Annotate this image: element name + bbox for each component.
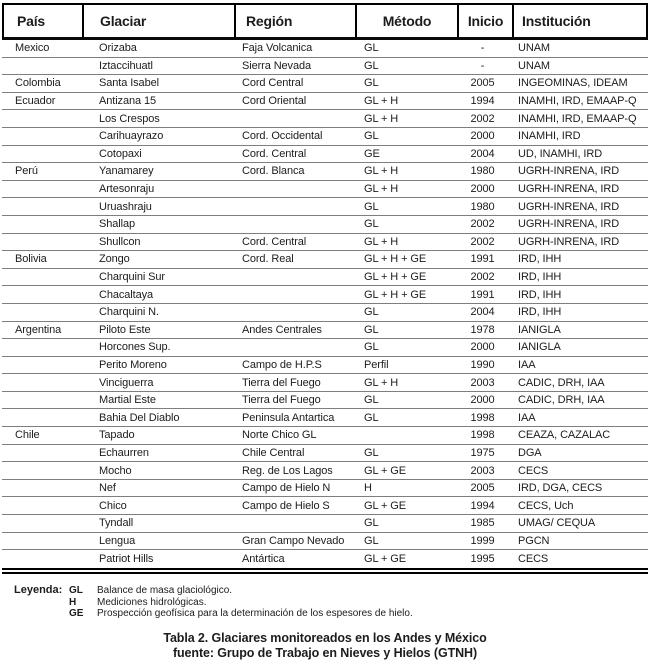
cell-region: Cord Oriental [242, 95, 307, 108]
cell-metodo: GL [364, 306, 379, 319]
table-body [2, 40, 648, 574]
cell-glaciar: Artesonraju [99, 183, 155, 196]
cell-inicio: 1990 [470, 358, 495, 371]
cell-metodo: GL [364, 534, 379, 547]
cell-institucion: UGRH-INRENA, IRD [518, 218, 620, 231]
cell-institucion: IANIGLA [518, 341, 561, 354]
legend-items [69, 585, 413, 620]
cell-institucion: IRD, DGA, CECS [518, 482, 603, 495]
cell-glaciar: Charquini Sur [99, 271, 165, 284]
cell-glaciar: Orizaba [99, 42, 137, 55]
table-row [2, 409, 648, 427]
cell-institucion: CECS, Uch [518, 499, 574, 512]
cell-metodo: GL + H [364, 183, 399, 196]
cell-region: Cord. Occidental [242, 130, 323, 143]
cell-region: Campo de Hielo S [242, 499, 330, 512]
cell-glaciar: Piloto Este [99, 323, 151, 336]
cell-region: Faja Volcanica [242, 42, 313, 55]
header-metodo: Método [355, 5, 457, 37]
cell-institucion: DGA [518, 446, 542, 459]
table-row [2, 480, 648, 498]
cell-institucion: PGCN [518, 534, 550, 547]
cell-inicio: 1980 [470, 165, 495, 178]
cell-pais: Perú [15, 165, 38, 178]
cell-glaciar: Nef [99, 482, 116, 495]
cell-glaciar: Martial Este [99, 394, 156, 407]
caption-source: fuente: Grupo de Trabajo en Nieves y Hielos (GTNH) [172, 645, 478, 660]
cell-glaciar: Tapado [99, 429, 135, 442]
cell-metodo: GL [364, 394, 379, 407]
cell-region: Tierra del Fuego [242, 394, 321, 407]
cell-institucion: UGRH-INRENA, IRD [518, 235, 620, 248]
table-row [2, 216, 648, 234]
cell-glaciar: Perito Moreno [99, 358, 167, 371]
cell-glaciar: Horcones Sup. [99, 341, 171, 354]
cell-institucion: INAMHI, IRD, EMAAP-Q [518, 95, 637, 108]
cell-glaciar: Chacaltaya [99, 288, 154, 301]
table-row [2, 550, 648, 568]
cell-metodo: GL + H [364, 112, 399, 125]
cell-metodo: GL [364, 218, 379, 231]
table-row [2, 40, 648, 58]
cell-region: Antártica [242, 553, 285, 566]
cell-metodo: GL [364, 341, 379, 354]
cell-region: Campo de Hielo N [242, 482, 331, 495]
cell-institucion: INGEOMINAS, IDEAM [518, 77, 628, 90]
cell-metodo: GL + GE [364, 499, 406, 512]
legend [14, 585, 413, 620]
table-row [2, 357, 648, 375]
cell-institucion: INAMHI, IRD [518, 130, 581, 143]
cell-inicio: - [480, 59, 485, 72]
cell-pais: Colombia [15, 77, 61, 90]
table-row [2, 427, 648, 445]
cell-metodo: GL + H + GE [364, 288, 427, 301]
table-row [2, 339, 648, 357]
cell-metodo: GL [364, 411, 379, 424]
cell-metodo: GL + H [364, 95, 399, 108]
cell-institucion: IANIGLA [518, 323, 561, 336]
cell-glaciar: Shullcon [99, 235, 141, 248]
cell-metodo: H [364, 482, 372, 495]
table-row [2, 374, 648, 392]
cell-inicio: 1994 [470, 95, 495, 108]
cell-inicio: 1985 [470, 517, 495, 530]
cell-institucion: CECS [518, 553, 549, 566]
table-row [2, 286, 648, 304]
cell-metodo: GL + H + GE [364, 253, 427, 266]
table-row [2, 269, 648, 287]
cell-glaciar: Mocho [99, 464, 132, 477]
cell-region: Andes Centrales [242, 323, 322, 336]
cell-institucion: CADIC, DRH, IAA [518, 394, 605, 407]
cell-institucion: IAA [518, 358, 536, 371]
table-header-row [2, 3, 648, 40]
table-row [2, 515, 648, 533]
cell-inicio: 2003 [470, 376, 495, 389]
cell-metodo: GL [364, 77, 379, 90]
cell-metodo: GL [364, 130, 379, 143]
cell-metodo: Perfil [364, 358, 389, 371]
cell-inicio: 2002 [470, 218, 495, 231]
cell-region: Sierra Nevada [242, 59, 312, 72]
cell-inicio: 2004 [470, 306, 495, 319]
cell-inicio: 2004 [470, 147, 495, 160]
cell-region: Cord. Central [242, 235, 307, 248]
legend-item [69, 597, 413, 609]
cell-glaciar: Chico [99, 499, 127, 512]
cell-region: Peninsula Antartica [242, 411, 335, 424]
header-pais: País [17, 13, 45, 29]
cell-metodo: GL [364, 517, 379, 530]
cell-glaciar: Zongo [99, 253, 130, 266]
header-region: Región [234, 5, 355, 37]
table-row [2, 392, 648, 410]
cell-glaciar: Los Crespos [99, 112, 160, 125]
legend-key: H [69, 596, 77, 608]
cell-glaciar: Antizana 15 [99, 95, 156, 108]
cell-institucion: UGRH-INRENA, IRD [518, 200, 620, 213]
cell-region: Cord. Real [242, 253, 294, 266]
table-caption [0, 631, 650, 660]
cell-metodo: GL + H + GE [364, 271, 427, 284]
cell-inicio: 1978 [470, 323, 495, 336]
header-institucion: Institución [512, 5, 646, 37]
table-row [2, 445, 648, 463]
table-row [2, 163, 648, 181]
table-row [2, 234, 648, 252]
cell-institucion: UNAM [518, 59, 550, 72]
cell-metodo: GL + H [364, 165, 399, 178]
cell-institucion: UD, INAMHI, IRD [518, 147, 603, 160]
cell-inicio: 2000 [470, 394, 495, 407]
cell-institucion: IRD, IHH [518, 306, 562, 319]
cell-institucion: CEAZA, CAZALAC [518, 429, 611, 442]
table-row [2, 198, 648, 216]
cell-inicio: 1991 [470, 253, 495, 266]
table-row [2, 181, 648, 199]
cell-glaciar: Carihuayrazo [99, 130, 164, 143]
cell-inicio: 1998 [470, 411, 495, 424]
cell-region: Cord. Central [242, 147, 307, 160]
cell-glaciar: Lengua [99, 534, 136, 547]
cell-inicio: 2002 [470, 271, 495, 284]
cell-institucion: UGRH-INRENA, IRD [518, 165, 620, 178]
cell-metodo: GL + H [364, 235, 399, 248]
cell-inicio: 2000 [470, 183, 495, 196]
caption-title: Tabla 2. Glaciares monitoreados en los Andes y México [163, 631, 487, 645]
cell-institucion: IRD, IHH [518, 288, 562, 301]
cell-inicio: 1994 [470, 499, 495, 512]
cell-glaciar: Charquini N. [99, 306, 159, 319]
cell-glaciar: Iztaccihuatl [99, 59, 153, 72]
table-row [2, 146, 648, 164]
table-row [2, 497, 648, 515]
cell-metodo: GL + GE [364, 553, 406, 566]
cell-institucion: IRD, IHH [518, 253, 562, 266]
legend-key: GE [69, 608, 84, 619]
table-row [2, 75, 648, 93]
cell-glaciar: Santa Isabel [99, 77, 159, 90]
cell-pais: Ecuador [15, 95, 56, 108]
cell-glaciar: Patriot Hills [99, 553, 154, 566]
cell-inicio: 1991 [470, 288, 495, 301]
cell-inicio: 2005 [470, 77, 495, 90]
cell-pais: Argentina [15, 323, 62, 336]
cell-institucion: IAA [518, 411, 536, 424]
legend-text: Prospección geofísica para la determinación de los espesores de hielo. [97, 608, 413, 619]
cell-inicio: 2000 [470, 341, 495, 354]
cell-region: Campo de H.P.S [242, 358, 322, 371]
cell-metodo: GL + H [364, 376, 399, 389]
cell-inicio: 1995 [470, 553, 495, 566]
table-row [2, 533, 648, 551]
cell-inicio: 2000 [470, 130, 495, 143]
cell-institucion: UGRH-INRENA, IRD [518, 183, 620, 196]
cell-region: Cord. Blanca [242, 165, 305, 178]
cell-inicio: 2005 [470, 482, 495, 495]
cell-glaciar: Yanamarey [99, 165, 154, 178]
table-row [2, 462, 648, 480]
cell-institucion: CECS [518, 464, 549, 477]
cell-region: Chile Central [242, 446, 305, 459]
legend-label: Leyenda: [14, 584, 63, 596]
legend-text: Balance de masa glaciológico. [97, 585, 233, 596]
cell-glaciar: Vinciguerra [99, 376, 154, 389]
cell-region: Tierra del Fuego [242, 376, 321, 389]
cell-institucion: UMAG/ CEQUA [518, 517, 596, 530]
cell-glaciar: Uruashraju [99, 200, 152, 213]
cell-inicio: 1998 [470, 429, 495, 442]
cell-inicio: 1999 [470, 534, 495, 547]
cell-glaciar: Shallap [99, 218, 135, 231]
cell-glaciar: Echaurren [99, 446, 149, 459]
cell-institucion: INAMHI, IRD, EMAAP-Q [518, 112, 637, 125]
cell-inicio: 2002 [470, 235, 495, 248]
legend-item [69, 585, 413, 597]
cell-metodo: GL [364, 323, 379, 336]
cell-pais: Bolivia [15, 253, 47, 266]
header-inicio: Inicio [457, 5, 512, 37]
cell-metodo: GL [364, 446, 379, 459]
glacier-table [2, 3, 648, 574]
cell-metodo: GL [364, 200, 379, 213]
legend-item [69, 608, 413, 620]
cell-metodo: GL + GE [364, 464, 406, 477]
cell-inicio: 1980 [470, 200, 495, 213]
cell-region: Cord Central [242, 77, 304, 90]
cell-pais: Chile [15, 429, 40, 442]
cell-inicio: 2003 [470, 464, 495, 477]
cell-institucion: CADIC, DRH, IAA [518, 376, 605, 389]
cell-inicio: 2002 [470, 112, 495, 125]
table-row [2, 322, 648, 340]
table-row [2, 304, 648, 322]
cell-glaciar: Tyndall [99, 517, 134, 530]
table-row [2, 128, 648, 146]
header-glaciar: Glaciar [82, 5, 234, 37]
table-row [2, 58, 648, 76]
cell-metodo: GE [364, 147, 380, 160]
cell-glaciar: Cotopaxi [99, 147, 142, 160]
cell-region: Reg. de Los Lagos [242, 464, 333, 477]
legend-key: GL [69, 585, 83, 596]
cell-institucion: IRD, IHH [518, 271, 562, 284]
cell-metodo: GL [364, 59, 379, 72]
cell-inicio: - [480, 42, 485, 55]
cell-inicio: 1975 [470, 446, 495, 459]
cell-region: Gran Campo Nevado [242, 534, 345, 547]
cell-pais: Mexico [15, 42, 50, 55]
table-row [2, 251, 648, 269]
cell-glaciar: Bahia Del Diablo [99, 411, 180, 424]
cell-metodo: GL [364, 42, 379, 55]
cell-institucion: UNAM [518, 42, 550, 55]
legend-text: Mediciones hidrológicas. [97, 596, 207, 608]
cell-region: Norte Chico GL [242, 429, 317, 442]
table-row [2, 93, 648, 111]
table-row [2, 110, 648, 128]
